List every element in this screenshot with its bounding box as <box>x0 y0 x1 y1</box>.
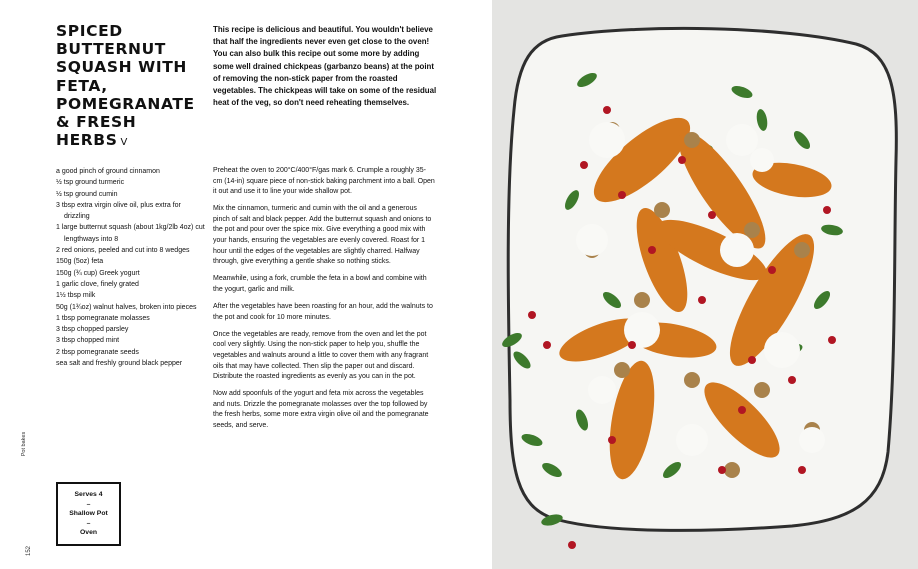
walnut-piece <box>754 382 770 398</box>
feta-dollop <box>726 124 758 156</box>
walnut-piece <box>684 132 700 148</box>
ingredient-item: 1 tbsp pomegranate molasses <box>56 314 150 322</box>
ingredient-item: 3 tbsp extra virgin olive oil, plus extra for drizzling <box>56 201 181 221</box>
ingredient-item: 150g (5oz) feta <box>56 258 104 266</box>
ingredient-item: 2 tbsp pomegranate seeds <box>56 348 139 356</box>
pomegranate-seed <box>718 466 726 474</box>
recipe-title-text: SPICED BUTTERNUT SQUASH WITH FETA, POMEGRANATE & FRESH HERBS <box>56 22 195 150</box>
pomegranate-seed <box>628 341 636 349</box>
cooking-method-label: Oven <box>80 529 97 537</box>
walnut-piece <box>614 362 630 378</box>
walnut-piece <box>724 462 740 478</box>
feta-dollop <box>799 427 825 453</box>
ingredient-item: 2 red onions, peeled and cut into 8 wedges <box>56 247 190 255</box>
feta-dollop <box>720 233 754 267</box>
pomegranate-seed <box>798 466 806 474</box>
pomegranate-seed <box>580 161 588 169</box>
recipe-photo <box>492 0 918 569</box>
ingredient-item: ½ tsp ground turmeric <box>56 179 125 187</box>
page-number: 152 <box>26 546 32 557</box>
pomegranate-seed <box>788 376 796 384</box>
ingredient-item: a good pinch of ground cinnamon <box>56 168 160 175</box>
pomegranate-seed <box>828 336 836 344</box>
ingredient-item: 3 tbsp chopped parsley <box>56 326 129 334</box>
ingredient-item: 50g (1¾oz) walnut halves, broken into pieces <box>56 303 197 311</box>
pomegranate-seed <box>528 311 536 319</box>
ingredient-item: 1 garlic clove, finely grated <box>56 280 139 288</box>
ingredients-list <box>56 166 206 369</box>
vegetarian-mark: V <box>120 137 128 149</box>
pomegranate-seed <box>618 191 626 199</box>
right-page <box>492 0 918 569</box>
method-step: Preheat the oven to 200°C/400°F/gas mark 6. Crumple a roughly 35-cm (14-in) square piece of non-stick baking parchment into a ball. Open it out and use it to line your wide shallow pot. <box>213 167 435 196</box>
pomegranate-seed <box>568 541 576 549</box>
ingredient-item: 1½ tbsp milk <box>56 292 96 300</box>
feta-dollop <box>676 424 708 456</box>
ingredient-item: ½ tsp ground cumin <box>56 190 118 198</box>
walnut-piece <box>634 292 650 308</box>
cookware-label: Shallow Pot <box>69 510 108 518</box>
pomegranate-seed <box>698 296 706 304</box>
recipe-intro: This recipe is delicious and beautiful. You wouldn't believe that half the ingredients never even get close to the oven! You can also bulk this recipe out some more by adding some well drained chickpeas (garbanzo beans) at the point of removing the non-stick paper from the roasted vegetables. The chickpeas will take on some of the residual heat of the veg, so don't need reheating themselves. <box>213 25 437 108</box>
method-steps <box>213 166 435 438</box>
pomegranate-seed <box>648 246 656 254</box>
pomegranate-seed <box>748 356 756 364</box>
ingredient-item: sea salt and freshly ground black pepper <box>56 360 183 368</box>
feta-dollop <box>589 122 625 158</box>
serves-label: Serves 4 <box>74 491 103 499</box>
feta-dollop <box>764 332 800 368</box>
recipe-title <box>56 22 206 152</box>
method-step: Once the vegetables are ready, remove from the oven and let the pot cool very slightly. Using the non-stick paper to help you, shuffle the vegetables and walnuts around a little to cover them with any fragrant oils that may have collected. Then slip the paper out and discard. Distribute the roasted ingredients as evenly as you can in the pot. <box>213 330 429 381</box>
ingredient-item: 1 large butternut squash (about 1kg/2lb 4oz) cut lengthways into 8 <box>56 224 205 243</box>
ingredient-item: 150g (¾ cup) Greek yogurt <box>56 269 140 277</box>
pomegranate-seed <box>678 156 686 164</box>
pomegranate-seed <box>768 266 776 274</box>
section-label: Pot bakes <box>21 431 27 457</box>
method-step: After the vegetables have been roasting for an hour, add the walnuts to the pot and cook for 10 more minutes. <box>213 303 433 321</box>
feta-dollop <box>588 376 616 404</box>
method-step: Mix the cinnamon, turmeric and cumin with the oil and a generous pinch of salt and black pepper. Add the butternut squash and onions to the pot and pour over the spice mix. Give everything a good mix with your hands, ensuring the vegetables are evenly covered. Roast for 1 hour until the edges of the vegetables are slightly charred. Halfway through, give everything a gentle shake so nothing sticks. <box>213 205 432 266</box>
feta-dollop <box>576 224 608 256</box>
info-separator: – <box>86 519 91 527</box>
pomegranate-seed <box>708 211 716 219</box>
feta-dollop <box>750 148 774 172</box>
pomegranate-seed <box>608 436 616 444</box>
walnut-piece <box>684 372 700 388</box>
recipe-info-box <box>56 482 121 546</box>
pomegranate-seed <box>738 406 746 414</box>
info-separator: – <box>86 500 91 508</box>
pomegranate-seed <box>543 341 551 349</box>
pomegranate-seed <box>823 206 831 214</box>
walnut-piece <box>794 242 810 258</box>
method-step: Meanwhile, using a fork, crumble the feta in a bowl and combine with the yogurt, garlic and milk. <box>213 275 427 293</box>
walnut-piece <box>654 202 670 218</box>
walnut-piece <box>744 222 760 238</box>
ingredient-item: 3 tbsp chopped mint <box>56 337 120 345</box>
method-step: Now add spoonfuls of the yogurt and feta mix across the vegetables and nuts. Drizzle the pomegranate molasses over the top followed by the fresh herbs, some more extra virgin olive oil and the pomegranate seeds, and serve. <box>213 390 429 429</box>
pomegranate-seed <box>603 106 611 114</box>
